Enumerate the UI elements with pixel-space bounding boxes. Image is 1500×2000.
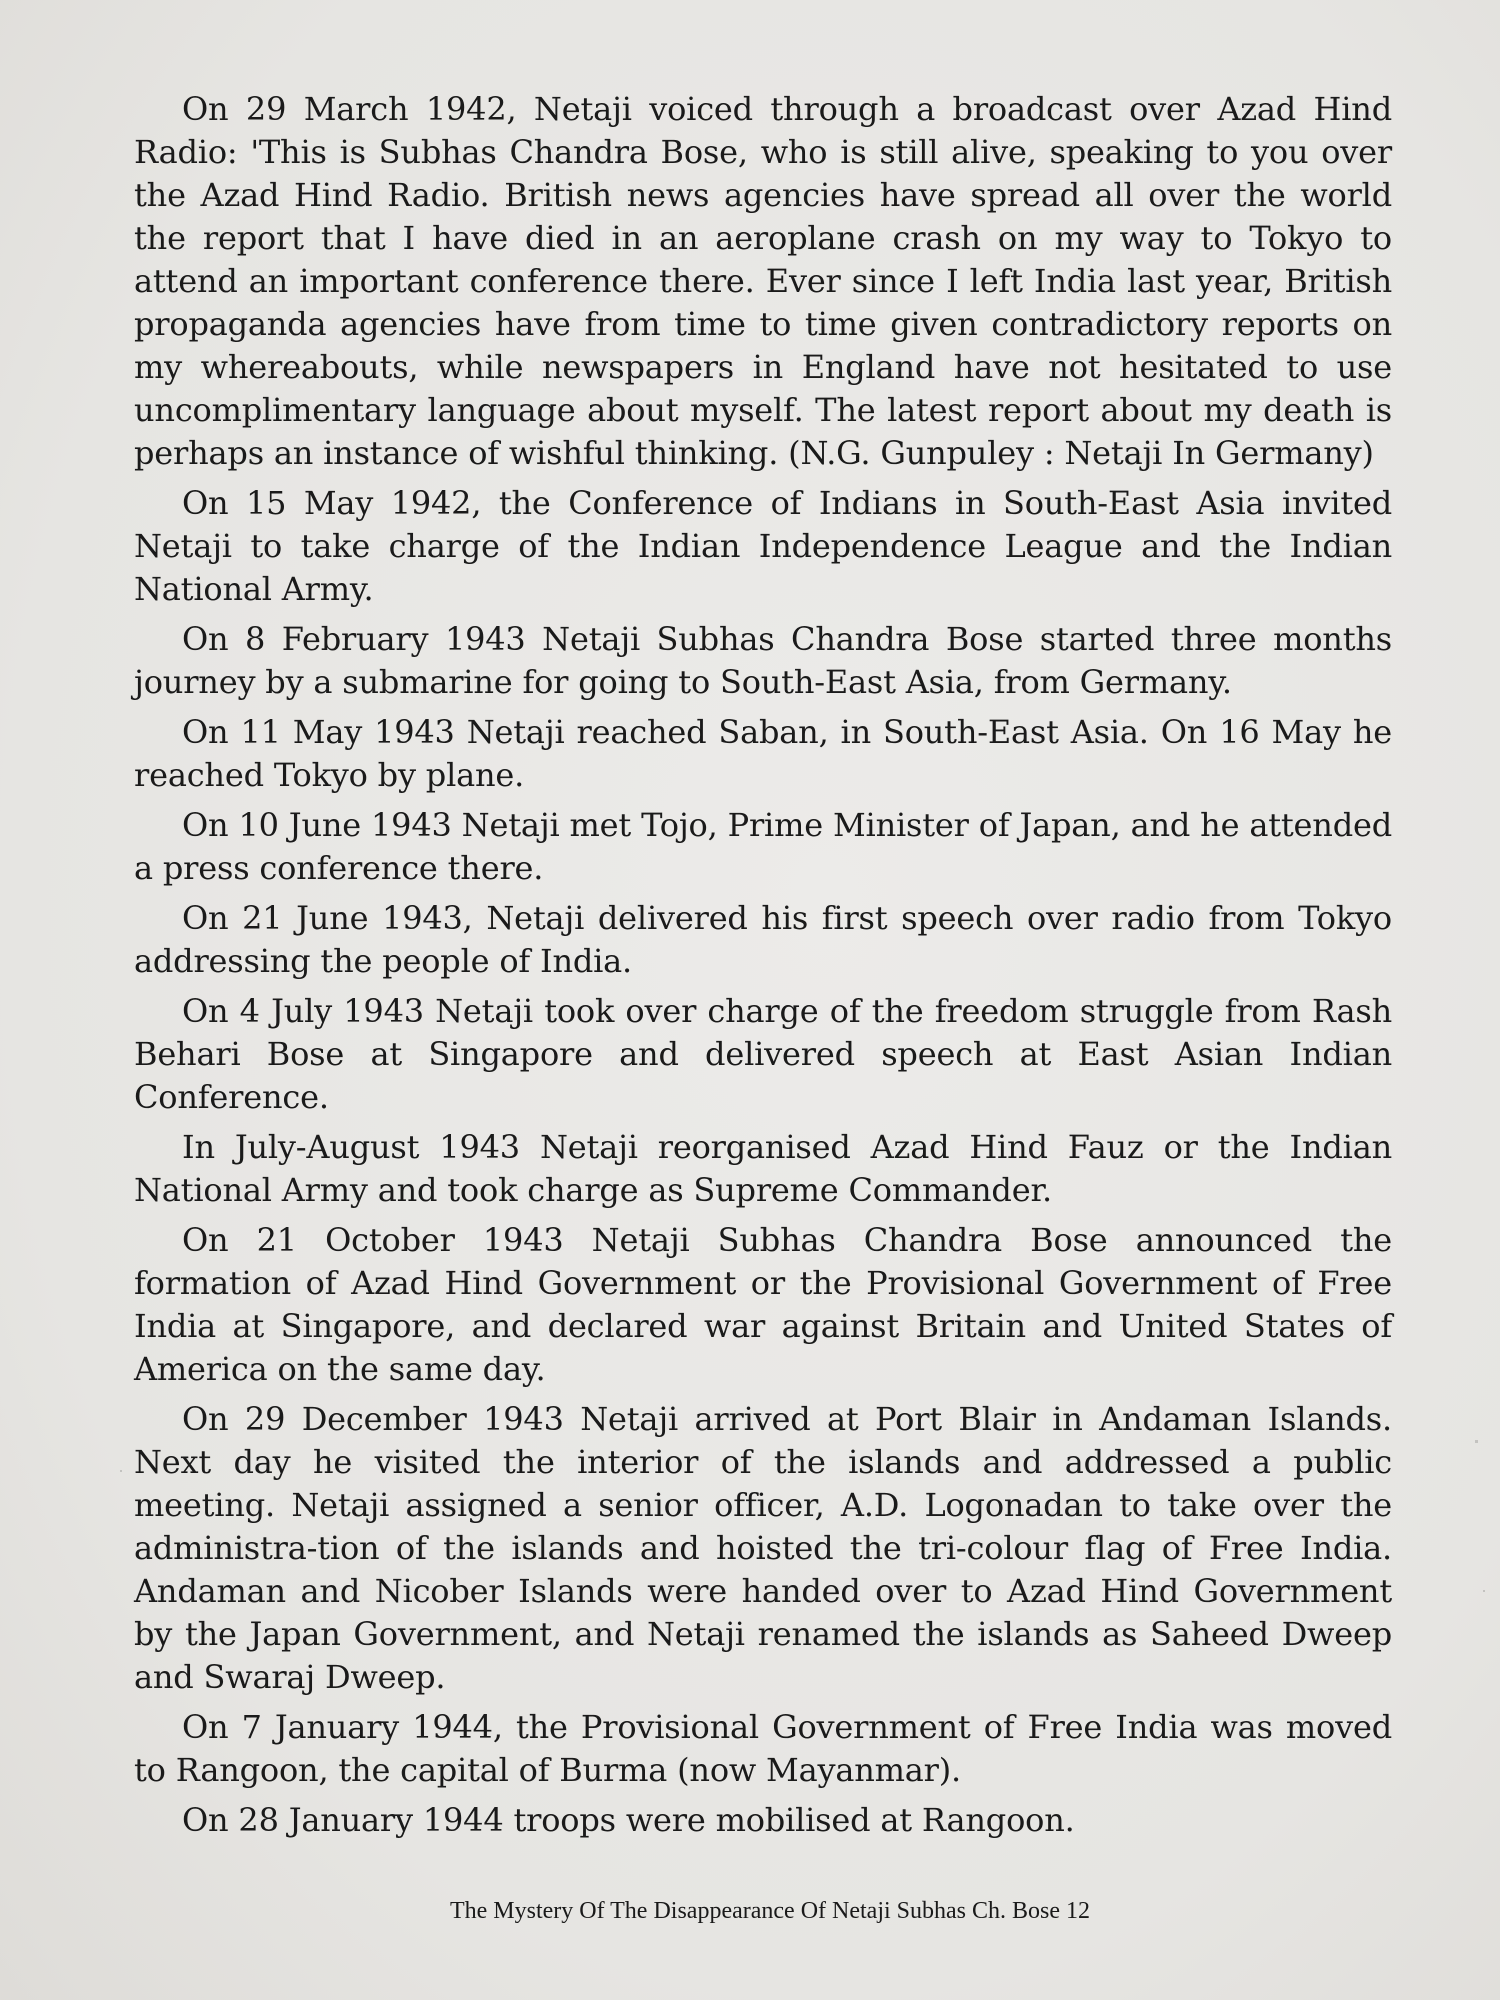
paragraph: On 8 February 1943 Netaji Subhas Chandra Bose started three months journey by a submarine for going to South-East Asia, from Germany. bbox=[134, 620, 1392, 701]
scan-speck bbox=[120, 1470, 122, 1472]
paragraph: On 4 July 1943 Netaji took over charge of the freedom struggle from Rash Behari Bose at Singapore and delivered speech at East Asian Indian Conference. bbox=[134, 992, 1392, 1116]
paragraph: On 29 December 1943 Netaji arrived at Port Blair in Andaman Islands. Next day he visited the interior of the islands and addressed a public meeting. Netaji assigned a senior officer, A.D. Logonadan to take over the administra-tion of the islands and hoisted the tri-colour flag of Free India. Andaman and Nicober Islands were handed over to Azad Hind Government by the Japan Government, and Netaji renamed the islands as Saheed Dweep and Swaraj Dweep. bbox=[134, 1400, 1392, 1696]
paragraph: In July-August 1943 Netaji reorganised Azad Hind Fauz or the Indian National Army and took charge as Supreme Commander. bbox=[134, 1128, 1392, 1209]
paragraph: On 10 June 1943 Netaji met Tojo, Prime Minister of Japan, and he attended a press conference there. bbox=[134, 806, 1392, 887]
paragraph: On 28 January 1944 troops were mobilised at Rangoon. bbox=[182, 1801, 1075, 1839]
paragraph: On 21 June 1943, Netaji delivered his first speech over radio from Tokyo addressing the people of India. bbox=[134, 899, 1392, 980]
paragraph: On 15 May 1942, the Conference of Indians in South-East Asia invited Netaji to take charge of the Indian Independence League and the Indian National Army. bbox=[134, 484, 1392, 608]
body-text bbox=[134, 88, 1392, 1849]
paragraph: On 7 January 1944, the Provisional Government of Free India was moved to Rangoon, the capital of Burma (now Mayanmar). bbox=[134, 1708, 1392, 1789]
paragraph: On 21 October 1943 Netaji Subhas Chandra Bose announced the formation of Azad Hind Government or the Provisional Government of Free India at Singapore, and declared war against Britain and United States of America on the same day. bbox=[134, 1221, 1392, 1388]
paragraph: On 29 March 1942, Netaji voiced through a broadcast over Azad Hind Radio: 'This is Subhas Chandra Bose, who is still alive, speaking to you over the Azad Hind Radio. British news agencies have spread all over the world the report that I have died in an aeroplane crash on my way to Tokyo to attend an important conference there. Ever since I left India last year, British propaganda agencies have from time to time given contradictory reports on my whereabouts, while newspapers in England have not hesitated to use uncomplimentary language about myself. The latest report about my death is perhaps an instance of wishful thinking. (N.G. Gunpuley : Netaji In Germany) bbox=[134, 90, 1392, 472]
scan-speck bbox=[1475, 1440, 1478, 1443]
scan-speck bbox=[1483, 1590, 1485, 1592]
paragraph: On 11 May 1943 Netaji reached Saban, in South-East Asia. On 16 May he reached Tokyo by plane. bbox=[134, 713, 1392, 794]
page-footer: The Mystery Of The Disappearance Of Netaji Subhas Ch. Bose 12 bbox=[449, 1898, 1091, 1924]
